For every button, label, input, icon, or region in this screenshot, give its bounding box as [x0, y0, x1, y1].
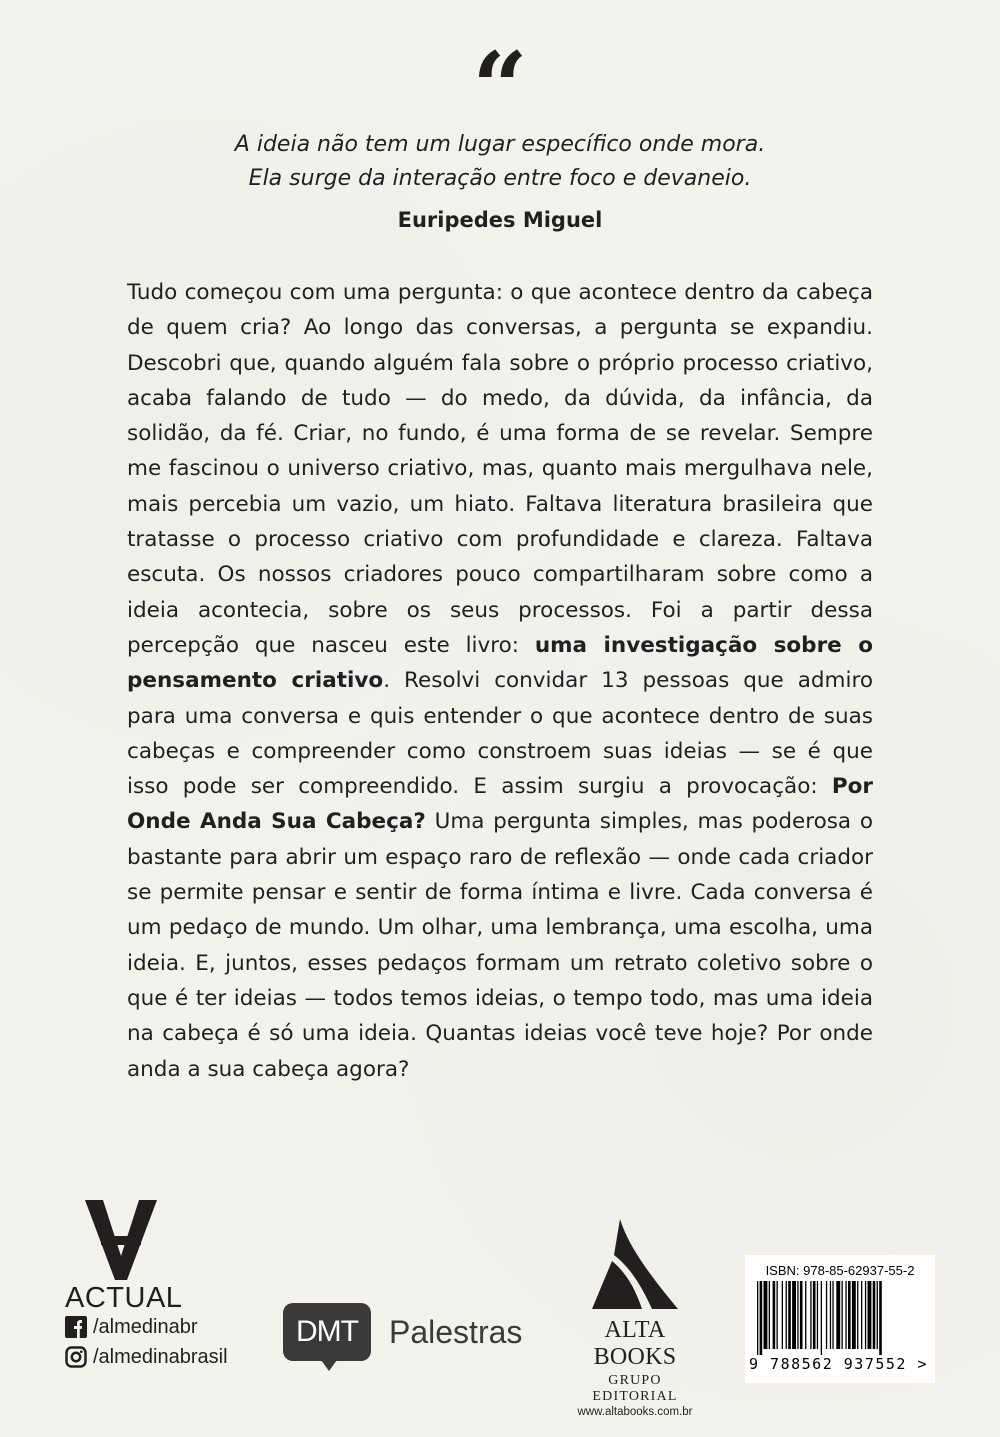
barcode-bar [821, 1281, 822, 1355]
dmt-palestras-logo [283, 1303, 522, 1361]
barcode-bar [757, 1281, 758, 1355]
synopsis-bold-2: Por Onde Anda Sua Cabeça? [127, 774, 873, 835]
alta-books-logo [565, 1215, 705, 1418]
barcode-bar [792, 1281, 796, 1349]
dmt-text: Palestras [389, 1313, 523, 1350]
barcode-bar [857, 1281, 858, 1349]
barcode-bar [773, 1281, 776, 1349]
actual-wordmark: ACTUAL [65, 1282, 183, 1314]
barcode-bar [852, 1281, 856, 1349]
synopsis-part-3: Uma pergunta simples, mas poderosa o bastante para abrir um espaço raro de reflexão — onde cada criador se permite pensar e sentir de forma íntima e livre. Cada conversa é um pedaço de mundo. Um olhar, uma lembrança, uma escolha, uma ideia. E, juntos, esses pedaços formam um retrato coletivo sobre o que é ter ideias — todos temos ideias, o tempo todo, mas uma ideia na cabeça é só uma ideia. Quantas ideias você teve hoje? Por onde anda a sua cabeça agora? [127, 809, 873, 1082]
synopsis-bold-1: uma investigação sobre o pensamento criativo [127, 632, 873, 694]
barcode-bar [788, 1281, 791, 1349]
synopsis-text [127, 275, 873, 1087]
barcode-bar [865, 1281, 866, 1349]
barcode-bar [810, 1281, 811, 1349]
dmt-badge: DMT [283, 1303, 371, 1361]
barcode-bar [879, 1281, 882, 1355]
barcode-bar [848, 1281, 851, 1349]
barcode-bar [777, 1281, 778, 1349]
barcode-bar [861, 1281, 862, 1349]
barcode-bar [782, 1281, 783, 1349]
barcode-bar [800, 1281, 803, 1349]
instagram-handle: /almedinabrasil [93, 1345, 228, 1368]
barcode-bar [868, 1281, 872, 1349]
epigraph [0, 128, 1000, 196]
barcode-bar [873, 1281, 876, 1349]
isbn-digits: 9 788562 937552 > [749, 1355, 929, 1373]
barcode-bar [842, 1281, 843, 1349]
alta-books-mountain-icon [590, 1215, 680, 1311]
barcode-bar [760, 1281, 763, 1355]
synopsis-part-2: . Resolvi convidar 13 pessoas que admiro para uma conversa e quis entender o que acontece dentro de suas cabeças e compreender como constroem suas ideias — se é que isso pode ser compreendido. E assim surgiu a provocação: [127, 668, 873, 800]
barcode-bar [826, 1281, 827, 1349]
alta-books-name: ALTA BOOKS [593, 1317, 677, 1370]
barcode-bar [764, 1281, 768, 1349]
barcode-bar [836, 1281, 840, 1349]
barcode-bar [845, 1281, 846, 1349]
epigraph-line-1: A ideia não tem um lugar específico onde mora. [234, 132, 766, 157]
instagram-icon [65, 1346, 87, 1368]
alta-books-subtitle: GRUPO EDITORIAL [592, 1373, 678, 1404]
isbn-barcode-box [745, 1255, 935, 1383]
facebook-icon [65, 1316, 87, 1338]
facebook-handle: /almedinabr [93, 1315, 198, 1338]
quote-mark: “ [472, 31, 528, 144]
barcode-icon [757, 1281, 923, 1355]
alta-books-url: www.altabooks.com.br [577, 1406, 693, 1418]
barcode-bar [769, 1281, 770, 1349]
barcode-bar [797, 1281, 798, 1349]
instagram-link[interactable] [65, 1344, 228, 1370]
barcode-bar [830, 1281, 831, 1349]
barcode-bar [877, 1281, 878, 1349]
barcode-bar [813, 1281, 816, 1349]
facebook-link[interactable] [65, 1314, 198, 1340]
epigraph-author: Euripedes Miguel [397, 208, 603, 232]
epigraph-line-2: Ela surge da interação entre foco e devaneio. [248, 166, 752, 191]
actual-logo-icon [65, 1198, 177, 1282]
barcode-bar [832, 1281, 833, 1349]
barcode-bar [805, 1281, 806, 1349]
isbn-label: ISBN: 978-85-62937-55-2 [765, 1263, 915, 1278]
barcode-bar [786, 1281, 787, 1349]
barcode-bar [817, 1281, 818, 1349]
synopsis-part-1: Tudo começou com uma pergunta: o que acontece dentro da cabeça de quem cria? Ao longo das conversas, a pergunta se expandiu. Descobri que, quando alguém fala sobre o próprio processo criativo, acaba falando de tudo — do medo, da dúvida, da infância, da solidão, da fé. Criar, no fundo, é uma forma de se revelar. Sempre me fascinou o universo criativo, mas, quanto mais mergulhava nele, mais percebia um vazio, um hiato. Faltava literatura brasileira que tratasse o processo criativo com profundidade e clareza. Faltava escuta. Os nossos criadores pouco compartilharam sobre como a ideia acontecia, sobre os seus processos. Foi a partir dessa percepção que nasceu este livro: [127, 280, 873, 658]
